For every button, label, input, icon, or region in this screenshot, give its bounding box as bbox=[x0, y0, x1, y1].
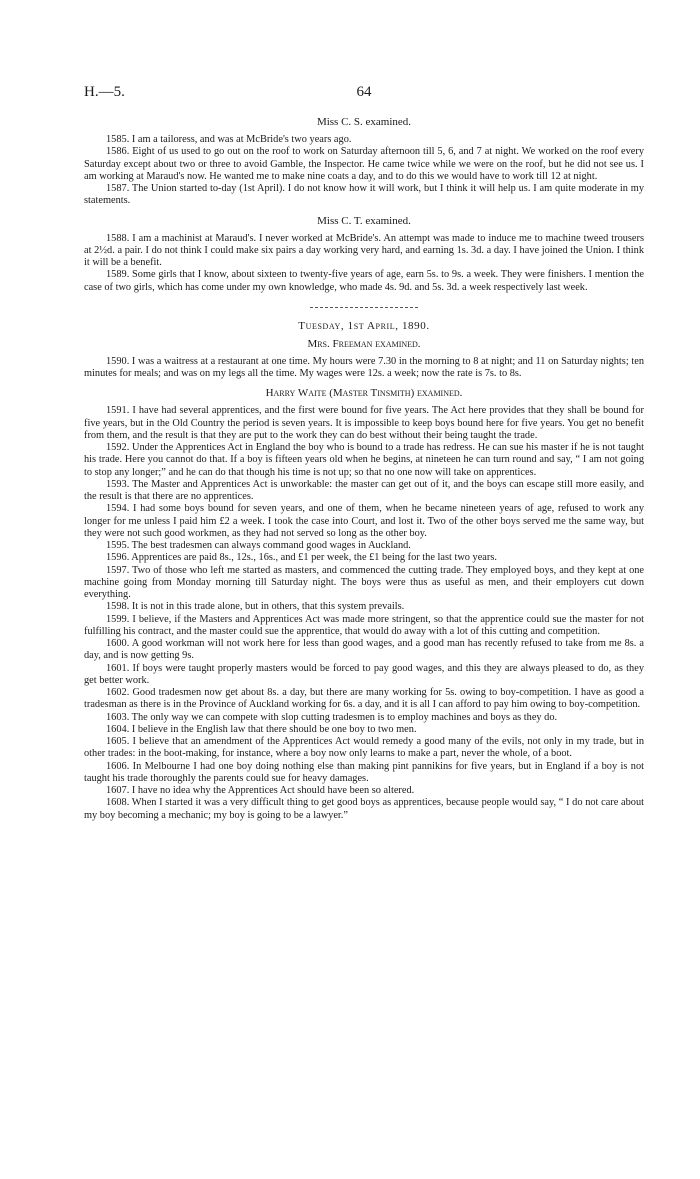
paragraph: 1605. I believe that an amendment of the Apprentices Act would remedy a good many of the evils, not only in my trade, but in other trades: in the boot-making, for instance, where a boy now only learns to make a part, never the whole, of a boot. bbox=[84, 736, 644, 760]
paragraph: 1595. The best tradesmen can always command good wages in Auckland. bbox=[106, 540, 411, 551]
paragraph: 1591. I have had several apprentices, and the first were bound for five years. The Act here provides that they shall be bound for five years, but in the Old Country the period is seven years. It is impossible to keep boys bound here for five years. You get no benefit from them, and the result is that they are put to the work they can do best without their being taught the trade. bbox=[84, 405, 644, 441]
running-header bbox=[84, 84, 644, 104]
paragraph: 1608. When I started it was a very difficult thing to get good boys as apprentices, because people would say, “ I do not care about my boy becoming a mechanic; my boy is going to be a lawyer.” bbox=[84, 797, 644, 821]
paragraph: 1592. Under the Apprentices Act in England the boy who is bound to a trade has redress. He can sue his master if he is not taught his trade. Here you cannot do that. If a boy is fifteen years old when he begins, at nineteen he can turn round and say, “ I am not going to stop any longer;” and he can do that though his time is not up; so that no one now will take on apprentices. bbox=[84, 442, 644, 478]
paragraph: 1585. I am a tailoress, and was at McBride's two years ago. bbox=[106, 134, 352, 145]
date-heading: Tuesday, 1st April, 1890. bbox=[298, 319, 430, 332]
paragraph: 1604. I believe in the English law that there should be one boy to two men. bbox=[106, 723, 417, 735]
paragraph: 1597. Two of those who left me started as masters, and commenced the cutting trade. They employed boys, and they kept at one machine going from Monday morning till Saturday night. The boys were thus as useful as men, and their employers cut down everything. bbox=[84, 564, 644, 600]
paragraph: 1588. I am a machinist at Maraud's. I never worked at McBride's. An attempt was made to induce me to machine tweed trousers at 2½d. a pair. I do not think I could make six pairs a day working very hard, and earning 1s. 3d. a day. I have joined the Union. I think it will be a benefit. bbox=[84, 232, 644, 268]
paragraph: 1607. I have no idea why the Apprentices Act should have been so altered. bbox=[106, 785, 415, 796]
paragraph: 1602. Good tradesmen now get about 8s. a day, but there are many working for 5s. owing to boy-competition. I have as good a tradesman as there is in the Province of Auckland working for 6s. a day, and it is all I can afford to pay him owing to boy-competition. bbox=[84, 687, 644, 711]
paragraph: 1590. I was a waitress at a restaurant at one time. My hours were 7.30 in the morning to 8 at night; and 11 on Saturday nights; ten minutes for meals; and was on my legs all the time. My wages were 12s. a week; now the rate is 7s. to 8s. bbox=[84, 355, 644, 379]
paragraph: 1593. The Master and Apprentices Act is unworkable: the master can get out of it, and the boys can escape still more easily, and the result is that there are no apprentices. bbox=[84, 478, 644, 502]
paragraph: 1598. It is not in this trade alone, but in others, that this system prevails. bbox=[106, 601, 405, 613]
paragraph: 1596. Apprentices are paid 8s., 12s., 16s., and £1 per week, the £1 being for the last two years. bbox=[106, 552, 497, 564]
section-heading: Harry Waite (Master Tinsmith) examined. bbox=[265, 387, 463, 400]
section-heading: Mrs. Freeman examined. bbox=[307, 337, 421, 350]
paragraph: 1601. If boys were taught properly masters would be forced to pay good wages, and this they are always pleased to do, as they get better work. bbox=[84, 662, 644, 686]
paragraph: 1603. The only way we can compete with slop cutting tradesmen is to employ machines and boys as they do. bbox=[106, 711, 558, 723]
section-heading: Miss C. S. examined. bbox=[316, 116, 412, 128]
paragraph: 1589. Some girls that I know, about sixteen to twenty-five years of age, earn 5s. to 9s. a week. They were finishers. I mention the case of two girls, which has come under my own knowledge, who made 4s. 9d. and 5s. 3d. a week respectively last week. bbox=[84, 269, 644, 293]
paragraph: 1587. The Union started to-day (1st April). I do not know how it will work, but I think it will help us. I am quite moderate in my statements. bbox=[84, 183, 644, 207]
paragraph: 1600. A good workman will not work here for less than good wages, and a good man has recently refused to take from me 8s. a day, and is now getting 9s. bbox=[84, 638, 644, 662]
section-heading: Miss C. T. examined. bbox=[317, 214, 411, 227]
section-divider bbox=[310, 307, 418, 308]
paragraph: 1594. I had some boys bound for seven years, and one of them, when he became nineteen years of age, refused to work any longer for me unless I paid him £2 a week. I took the case into Court, and lost it. Two of the other boys served me the same way, but they were not such good workmen, as they had not served so long as the other boy. bbox=[84, 503, 644, 539]
paragraph: 1606. In Melbourne I had one boy doing nothing else than making pint pannikins for five years, but in England if a boy is not taught his trade thoroughly the parents could sue for heavy damages. bbox=[84, 760, 644, 784]
paragraph: 1586. Eight of us used to go out on the roof to work on Saturday afternoon till 5, 6, and 7 at night. We worked on the roof every Saturday except about two or three to avoid Gamble, the Inspector. He came twice while we were on the roof, but he did not see us. I am working at Maraud's now. He wanted me to make nine coats a day, and to do this we would have to work till 12 at night. bbox=[84, 146, 644, 182]
page-number: 64 bbox=[356, 84, 372, 100]
document-reference: H.—5. bbox=[84, 84, 125, 100]
paragraph: 1599. I believe, if the Masters and Apprentices Act was made more stringent, so that the apprentice could sue the master for not fulfilling his contract, and the master could sue the apprentice, that would do away with a lot of this cutting and competition. bbox=[84, 613, 644, 637]
document-body bbox=[84, 116, 644, 822]
